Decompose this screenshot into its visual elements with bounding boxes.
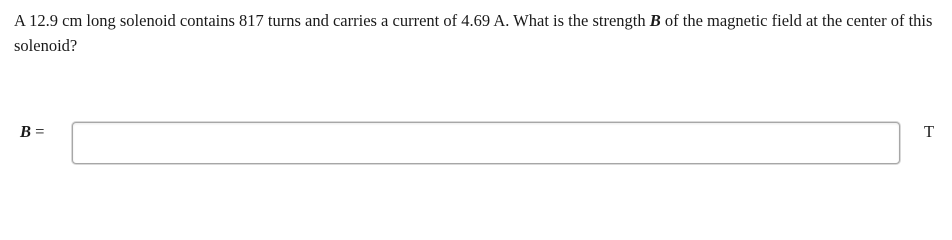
question-text <box>14 8 934 58</box>
question-text-after: of the magnetic field at the center of this solenoid? <box>14 11 933 55</box>
answer-unit-label: T <box>924 122 935 141</box>
answer-equals-sign: = <box>31 122 45 141</box>
answer-label <box>20 122 44 142</box>
answer-row <box>0 120 952 166</box>
question-variable-b: B <box>649 11 661 30</box>
answer-input-field[interactable] <box>72 122 900 164</box>
answer-variable-b: B <box>20 122 32 141</box>
question-text-before: A 12.9 cm long solenoid contains 817 turns and carries a current of 4.69 A. What is the strength <box>14 11 650 30</box>
